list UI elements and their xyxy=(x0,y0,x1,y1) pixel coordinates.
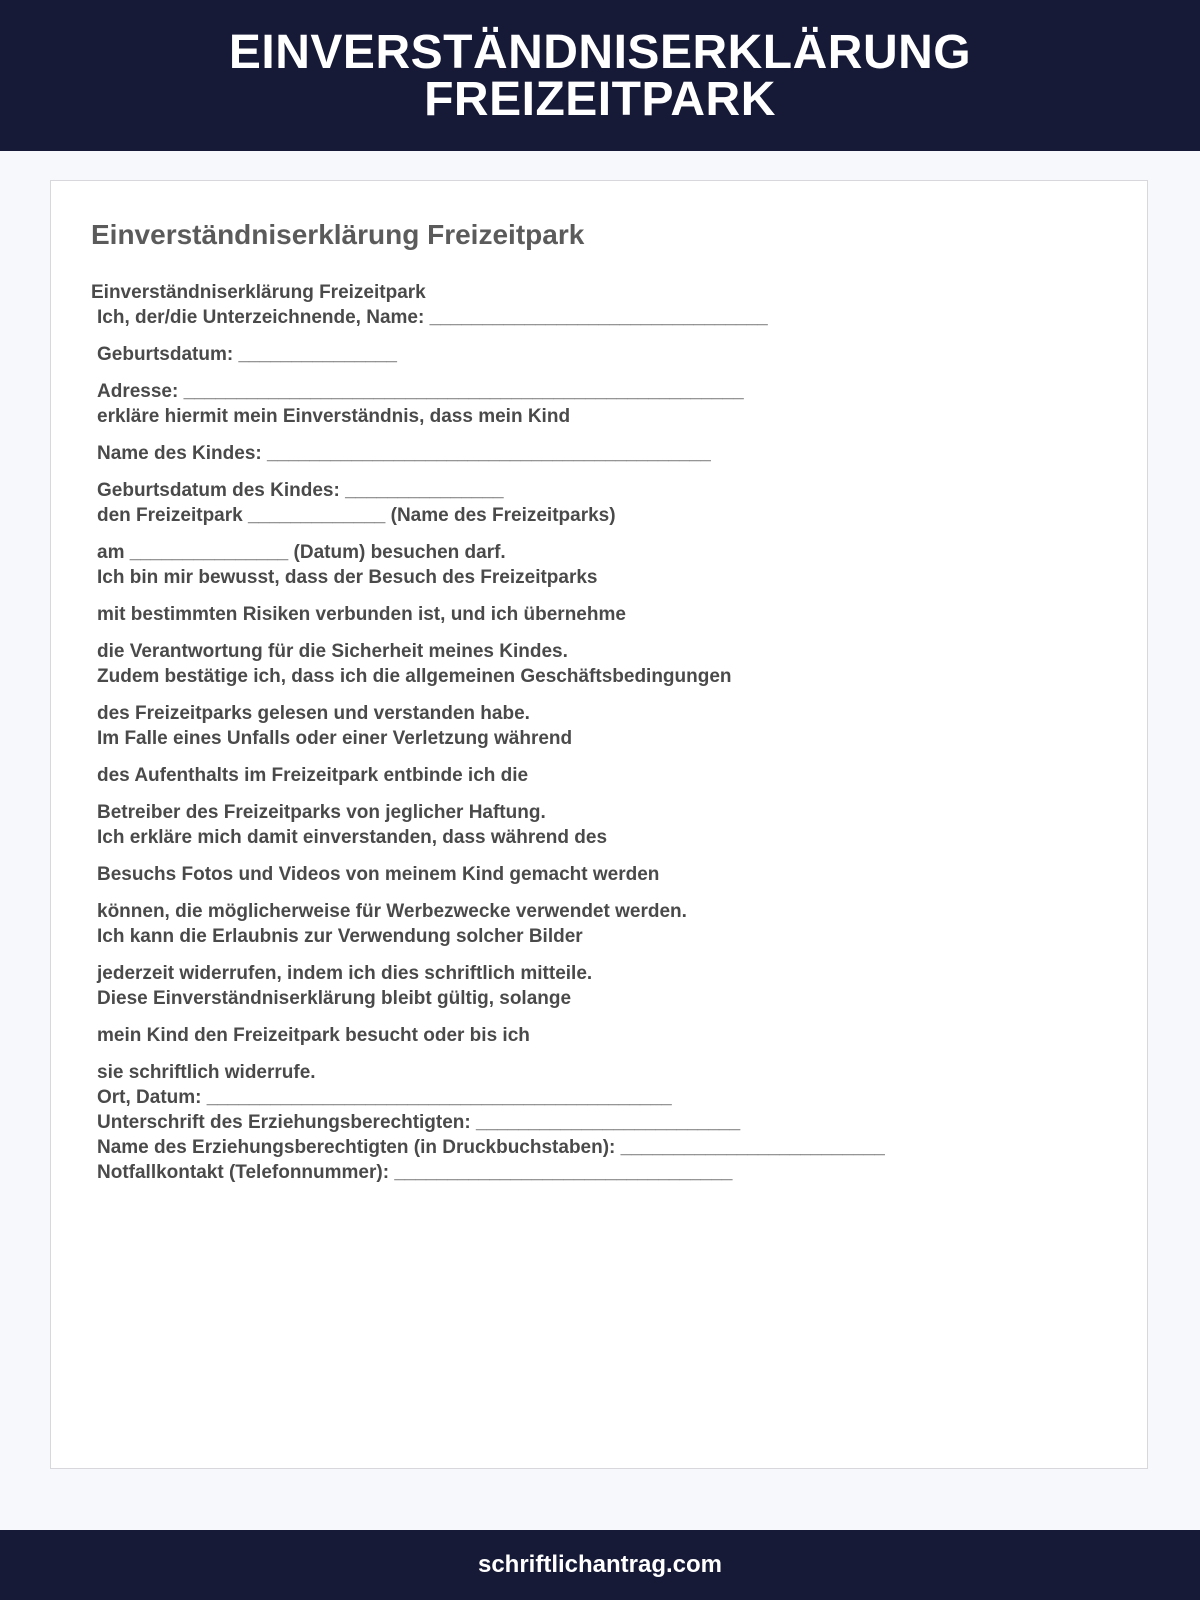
form-line-place-date: Ort, Datum: ____________________________________________ xyxy=(97,1087,672,1108)
form-line-child-birthdate: Geburtsdatum des Kindes: _______________ xyxy=(97,480,504,501)
header-banner xyxy=(0,0,1200,151)
form-line-emergency-contact: Notfallkontakt (Telefonnummer): ________________________________ xyxy=(97,1162,733,1183)
document-heading: Einverständniserklärung Freizeitpark xyxy=(91,219,585,250)
form-line-birthdate: Geburtsdatum: _______________ xyxy=(97,344,397,365)
text-line: die Verantwortung für die Sicherheit meines Kindes. xyxy=(97,641,568,662)
text-line: können, die möglicherweise für Werbezwecke verwendet werden. xyxy=(97,901,687,922)
footer-banner xyxy=(0,1530,1200,1600)
form-line-child-name: Name des Kindes: __________________________________________ xyxy=(97,443,711,464)
form-line-visit-date: am _______________ (Datum) besuchen darf. xyxy=(97,542,506,563)
text-line: mit bestimmten Risiken verbunden ist, und ich übernehme xyxy=(97,604,626,625)
form-line-address: Adresse: _____________________________________________________ xyxy=(97,381,744,402)
text-line: sie schriftlich widerrufe. xyxy=(97,1062,316,1083)
text-line: mein Kind den Freizeitpark besucht oder bis ich xyxy=(97,1025,530,1046)
form-line-guardian-name: Name des Erziehungsberechtigten (in Druckbuchstaben): _________________________ xyxy=(97,1137,885,1158)
text-line: Ich kann die Erlaubnis zur Verwendung solcher Bilder xyxy=(97,926,583,947)
document-card xyxy=(50,180,1148,1469)
text-line: des Freizeitparks gelesen und verstanden habe. xyxy=(97,703,530,724)
text-line: Ich erkläre mich damit einverstanden, dass während des xyxy=(97,827,608,848)
text-line: Ich bin mir bewusst, dass der Besuch des Freizeitparks xyxy=(97,567,598,588)
text-line: Im Falle eines Unfalls oder einer Verletzung während xyxy=(97,728,573,749)
page-title-line-1: EINVERSTÄNDNISERKLÄRUNG xyxy=(228,25,972,79)
form-line-guardian-signature: Unterschrift des Erziehungsberechtigten: _________________________ xyxy=(97,1112,741,1133)
text-line: Zudem bestätige ich, dass ich die allgemeinen Geschäftsbedingungen xyxy=(97,666,732,687)
text-line: Betreiber des Freizeitparks von jeglicher Haftung. xyxy=(97,802,546,823)
footer-site-name: schriftlichantrag.com xyxy=(477,1551,723,1578)
text-line: Diese Einverständniserklärung bleibt gültig, solange xyxy=(97,988,572,1009)
document-subheading: Einverständniserklärung Freizeitpark xyxy=(91,282,426,303)
text-line: jederzeit widerrufen, indem ich dies schriftlich mitteile. xyxy=(97,963,593,984)
text-line: des Aufenthalts im Freizeitpark entbinde ich die xyxy=(97,765,529,786)
text-line: erkläre hiermit mein Einverständnis, dass mein Kind xyxy=(97,406,571,427)
text-line: Besuchs Fotos und Videos von meinem Kind gemacht werden xyxy=(97,864,660,885)
page-title-line-2: FREIZEITPARK xyxy=(424,72,776,126)
form-line-name: Ich, der/die Unterzeichnende, Name: ________________________________ xyxy=(97,307,768,328)
form-line-park-name: den Freizeitpark _____________ (Name des Freizeitparks) xyxy=(97,505,616,526)
